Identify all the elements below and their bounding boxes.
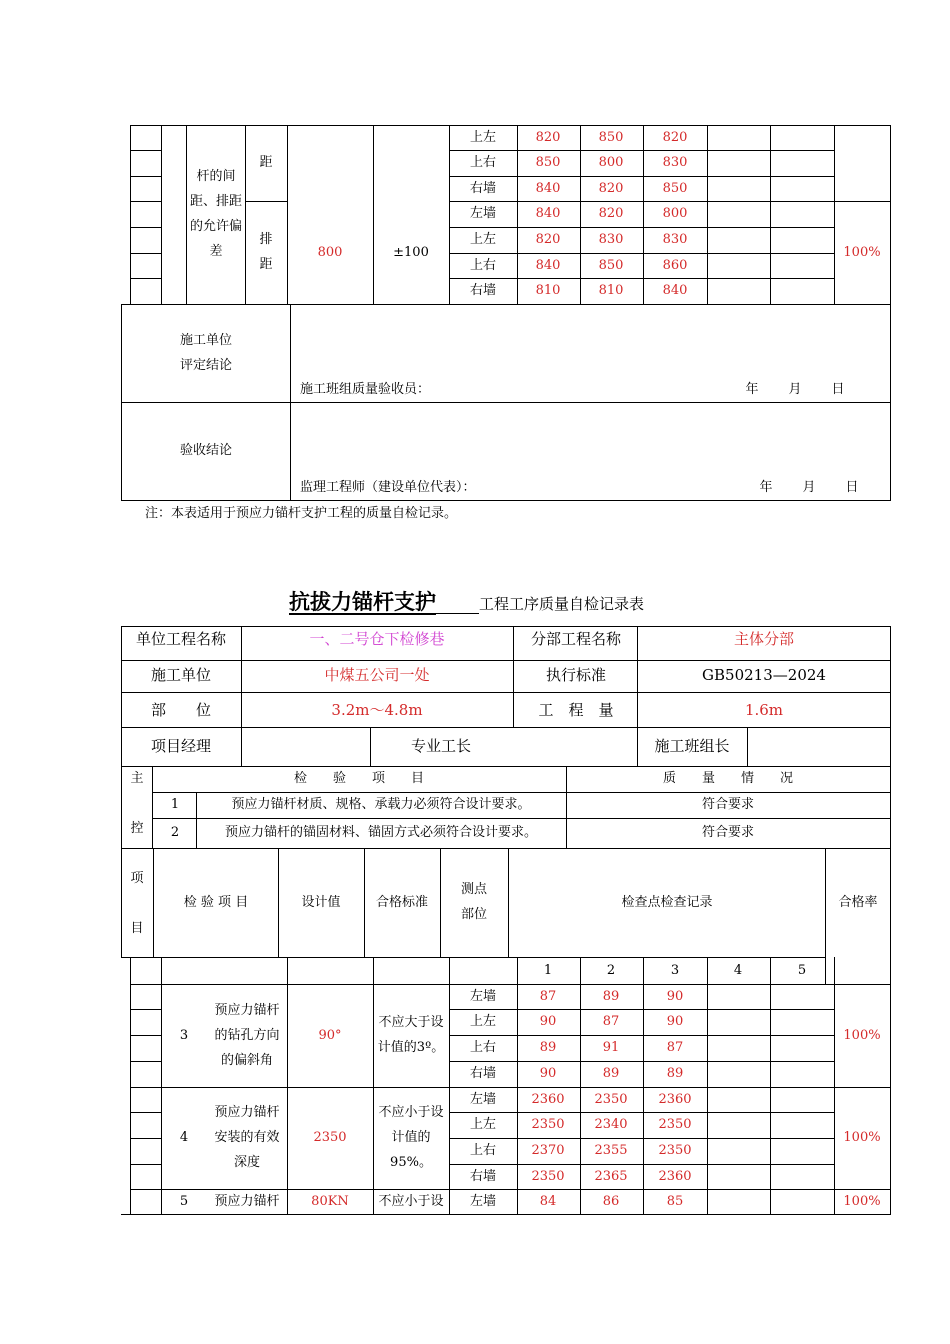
- item-name: 预应力锚杆: [214, 1105, 280, 1120]
- check-value: 90: [666, 1014, 684, 1030]
- check-value: 2350: [658, 1117, 692, 1133]
- title-main: 抗拔力锚杆支护: [289, 588, 436, 614]
- grid-line: [449, 1009, 835, 1010]
- check-value: 90: [539, 1014, 557, 1030]
- grid-line: [130, 253, 162, 254]
- point-number: 5: [797, 963, 807, 978]
- grid-line: [770, 957, 771, 1215]
- main-item-text: 预应力锚杆的锚固材料、锚固方式必须符合设计要求。: [224, 825, 538, 840]
- check-value: 850: [598, 129, 624, 145]
- grid-line: [161, 957, 162, 1215]
- grid-line: [449, 150, 835, 151]
- grid-line: [130, 1061, 162, 1062]
- standard-text: 计值的3º。: [377, 1040, 445, 1055]
- grid-line: [121, 500, 891, 501]
- check-value: 820: [662, 129, 688, 145]
- grid-line: [449, 957, 450, 1215]
- tolerance-value: ±100: [393, 245, 429, 260]
- grid-line: [245, 201, 288, 202]
- grid-line: [637, 727, 638, 767]
- check-value: 2355: [594, 1143, 628, 1158]
- standard-label: 执行标准: [545, 666, 607, 684]
- point-position: 右墙: [469, 180, 497, 196]
- check-value: 2370: [531, 1143, 565, 1158]
- check-value: 87: [539, 988, 557, 1004]
- item-name: 预应力锚杆: [214, 1193, 280, 1209]
- check-item-head: 检 验 项 目: [293, 771, 425, 786]
- team-leader-label: 施工班组长: [654, 737, 730, 755]
- grid-line: [130, 1035, 162, 1036]
- grid-line: [440, 848, 441, 958]
- grid-line: [130, 176, 162, 177]
- item-number: 1: [170, 797, 180, 812]
- item-label: 的允许偏: [189, 219, 243, 234]
- check-value: 89: [602, 988, 620, 1004]
- check-value: 860: [662, 257, 688, 273]
- supervisor-label: 监理工程师（建设单位代表）：: [300, 480, 476, 495]
- grid-line: [580, 125, 581, 305]
- check-value: 820: [598, 180, 624, 196]
- grid-line: [707, 125, 708, 305]
- check-value: 2350: [594, 1091, 628, 1107]
- item-name: 深度: [233, 1155, 261, 1170]
- item-label: 差: [209, 244, 223, 259]
- column-head-rate: 合格率: [838, 895, 878, 910]
- check-value: 2350: [531, 1168, 565, 1184]
- grid-line: [121, 660, 891, 661]
- grid-line: [373, 125, 374, 305]
- check-value: 830: [662, 232, 688, 247]
- grid-line: [161, 125, 162, 305]
- grid-line: [449, 253, 835, 254]
- point-position: 右墙: [469, 1065, 497, 1081]
- check-value: 85: [666, 1193, 684, 1209]
- column-head-point: 部位: [460, 907, 488, 922]
- grid-line: [152, 792, 891, 793]
- grid-line: [245, 125, 246, 305]
- check-value: 91: [602, 1040, 620, 1055]
- item-name: 的钻孔方向: [214, 1027, 280, 1043]
- check-value: 2360: [531, 1091, 565, 1107]
- check-value: 800: [662, 206, 688, 221]
- acceptance-label: 验收结论: [179, 443, 233, 458]
- check-value: 89: [602, 1065, 620, 1081]
- point-position: 上右: [469, 1143, 497, 1158]
- grid-line: [834, 201, 891, 202]
- grid-line: [566, 766, 567, 849]
- standard-text: 95%。: [390, 1155, 432, 1170]
- grid-line: [373, 957, 374, 1215]
- check-value: 810: [535, 283, 561, 298]
- note-text: 注：本表适用于预应力锚杆支护工程的质量自检记录。: [145, 506, 458, 521]
- grid-line: [580, 957, 581, 1215]
- month-label: 月: [788, 382, 802, 397]
- pass-rate: 100%: [843, 1193, 881, 1209]
- item-name: 预应力锚杆: [214, 1002, 280, 1018]
- check-value: 830: [598, 232, 624, 247]
- check-value: 850: [662, 180, 688, 196]
- grid-line: [707, 957, 708, 1215]
- grid-line: [121, 848, 891, 849]
- grid-line: [449, 176, 835, 177]
- year-label: 年: [745, 382, 759, 397]
- foreman-label: 专业工长: [410, 737, 472, 755]
- grid-line: [121, 304, 122, 501]
- point-position: 右墙: [469, 1168, 497, 1184]
- check-value: 850: [598, 257, 624, 273]
- sub-project-value: 主体分部: [733, 630, 795, 648]
- main-control-label: 主: [130, 771, 144, 786]
- main-control-label: 控: [130, 821, 144, 836]
- grid-line: [287, 957, 288, 1215]
- check-value: 820: [598, 206, 624, 221]
- main-control-label: 目: [130, 921, 144, 936]
- grid-line: [130, 125, 131, 305]
- check-value: 840: [535, 257, 561, 273]
- grid-line: [121, 727, 891, 728]
- main-item-result: 符合要求: [701, 797, 755, 812]
- grid-line: [834, 984, 891, 985]
- grid-line: [449, 1035, 835, 1036]
- check-value: 840: [662, 283, 688, 298]
- row-spacing-label: 排: [259, 232, 273, 247]
- grid-line: [130, 1189, 891, 1190]
- title-suffix: 工程工序质量自检记录表: [479, 594, 645, 613]
- point-position: 上左: [469, 129, 497, 145]
- grid-line: [449, 1112, 835, 1113]
- point-number: 2: [606, 963, 616, 978]
- design-value: 90°: [318, 1027, 342, 1043]
- grid-line: [834, 957, 835, 1215]
- item-label: 距、排距: [189, 194, 243, 209]
- row-spacing-label: 距: [259, 257, 273, 272]
- grid-line: [278, 848, 279, 958]
- grid-line: [449, 227, 835, 228]
- grid-line: [121, 1214, 891, 1215]
- grid-line: [449, 1138, 835, 1139]
- check-value: 89: [666, 1065, 684, 1081]
- grid-line: [121, 304, 891, 305]
- grid-line: [508, 848, 509, 958]
- company-value: 中煤五公司一处: [324, 666, 430, 684]
- check-value: 830: [662, 155, 688, 170]
- check-value: 2350: [531, 1117, 565, 1133]
- grid-line: [890, 304, 891, 501]
- grid-line: [449, 278, 835, 279]
- item-number: 4: [179, 1130, 189, 1145]
- grid-line: [370, 727, 371, 767]
- grid-line: [643, 125, 644, 305]
- grid-line: [825, 957, 826, 985]
- check-value: 840: [535, 180, 561, 196]
- unit-name-value: 一、二号仓下检修巷: [309, 630, 445, 648]
- check-value: 810: [598, 283, 624, 298]
- item-name: 的偏斜角: [220, 1052, 274, 1068]
- standard-value: GB50213—2024: [702, 666, 826, 684]
- company-label: 施工单位: [150, 666, 212, 684]
- unit-name-label: 单位工程名称: [135, 630, 227, 648]
- grid-line: [152, 766, 153, 849]
- main-item-text: 预应力锚杆材质、规格、承载力必须符合设计要求。: [231, 797, 531, 812]
- grid-line: [449, 125, 450, 305]
- check-value: 87: [666, 1040, 684, 1055]
- check-value: 840: [535, 206, 561, 221]
- grid-line: [130, 984, 162, 985]
- grid-line: [121, 626, 891, 627]
- check-value: 87: [602, 1014, 620, 1030]
- check-value: 2360: [658, 1091, 692, 1107]
- year-label: 年: [759, 480, 773, 495]
- check-value: 2360: [658, 1168, 692, 1184]
- grid-line: [130, 150, 162, 151]
- grid-line: [517, 125, 518, 305]
- point-position: 上左: [469, 1014, 497, 1030]
- grid-line: [834, 125, 835, 305]
- grid-line: [121, 766, 891, 767]
- point-number: 3: [670, 963, 680, 978]
- month-label: 月: [802, 480, 816, 495]
- item-label: 杆的间: [196, 169, 236, 184]
- grid-line: [643, 957, 644, 1215]
- standard-text: 不应大于设: [378, 1015, 444, 1030]
- pass-rate: 100%: [843, 1027, 881, 1043]
- grid-line: [121, 692, 891, 693]
- conclusion-label: 施工单位: [179, 333, 233, 348]
- quality-head: 质 量 情 况: [662, 771, 794, 786]
- check-value: 90: [539, 1065, 557, 1081]
- column-head-design: 设计值: [301, 895, 341, 910]
- check-value: 800: [598, 155, 624, 170]
- standard-text: 计值的: [391, 1130, 431, 1145]
- check-value: 2350: [658, 1143, 692, 1158]
- check-value: 820: [535, 232, 561, 247]
- grid-line: [517, 957, 518, 1215]
- check-value: 850: [535, 155, 561, 170]
- design-value: 80KN: [311, 1193, 349, 1209]
- grid-line: [121, 957, 826, 958]
- point-position: 左墙: [469, 1193, 497, 1209]
- pass-rate: 100%: [843, 245, 881, 260]
- grid-line: [121, 402, 891, 403]
- grid-line: [130, 1164, 162, 1165]
- check-value: 84: [539, 1193, 557, 1209]
- day-label: 日: [845, 480, 859, 495]
- grid-line: [513, 626, 514, 728]
- column-head-item: 检 验 项 目: [183, 895, 249, 910]
- design-value: 2350: [313, 1130, 347, 1145]
- grid-line: [290, 304, 291, 501]
- check-value: 86: [602, 1193, 620, 1209]
- standard-text: 不应小于设: [378, 1105, 444, 1120]
- check-value: 2340: [594, 1117, 628, 1133]
- grid-line: [449, 984, 835, 985]
- quantity-value: 1.6m: [744, 701, 784, 719]
- check-value: 89: [539, 1040, 557, 1055]
- check-value: 2365: [594, 1168, 628, 1184]
- location-label: 部 位: [150, 701, 212, 719]
- quantity-label: 工 程 量: [538, 701, 614, 719]
- grid-line: [890, 848, 891, 985]
- column-head-record: 检查点检查记录: [621, 895, 713, 910]
- project-manager-label: 项目经理: [150, 737, 212, 755]
- main-control-label: 项: [130, 871, 144, 886]
- grid-line: [152, 818, 891, 819]
- standard-text: 不应小于设: [378, 1193, 444, 1209]
- grid-line: [637, 626, 638, 728]
- sub-project-label: 分部工程名称: [530, 630, 622, 648]
- design-value: 800: [317, 245, 343, 260]
- day-label: 日: [831, 382, 845, 397]
- spacing-label: 距: [259, 155, 273, 170]
- grid-line: [130, 278, 162, 279]
- point-position: 上右: [469, 155, 497, 170]
- grid-line: [196, 792, 197, 849]
- grid-line: [130, 1009, 162, 1010]
- point-position: 左墙: [469, 988, 497, 1004]
- grid-line: [130, 1112, 162, 1113]
- grid-line: [449, 1061, 835, 1062]
- grid-line: [130, 201, 162, 202]
- grid-line: [289, 613, 479, 614]
- grid-line: [130, 957, 131, 1215]
- point-position: 左墙: [469, 206, 497, 221]
- check-value: 90: [666, 988, 684, 1004]
- item-name: 安装的有效: [214, 1130, 280, 1145]
- main-item-result: 符合要求: [701, 825, 755, 840]
- point-position: 左墙: [469, 1091, 497, 1107]
- item-number: 2: [170, 825, 180, 840]
- point-number: 1: [543, 963, 553, 978]
- item-number: 5: [179, 1193, 189, 1209]
- point-position: 上右: [469, 1040, 497, 1055]
- conclusion-label: 评定结论: [179, 358, 233, 373]
- point-position: 右墙: [469, 283, 497, 298]
- location-value: 3.2m～4.8m: [331, 701, 423, 719]
- check-value: 820: [535, 129, 561, 145]
- grid-line: [241, 626, 242, 767]
- grid-line: [121, 626, 122, 958]
- grid-line: [747, 727, 748, 767]
- inspector-label: 施工班组质量验收员：: [300, 382, 431, 397]
- grid-line: [449, 201, 835, 202]
- grid-line: [364, 848, 365, 958]
- grid-line: [770, 125, 771, 305]
- column-head-standard: 合格标准: [375, 895, 429, 910]
- pass-rate: 100%: [843, 1130, 881, 1145]
- item-number: 3: [179, 1027, 189, 1043]
- grid-line: [130, 227, 162, 228]
- grid-line: [825, 848, 826, 958]
- grid-line: [287, 125, 288, 305]
- grid-line: [890, 125, 891, 305]
- point-position: 上左: [469, 1117, 497, 1133]
- grid-line: [449, 1164, 835, 1165]
- column-head-point: 测点: [460, 882, 488, 897]
- grid-line: [130, 1138, 162, 1139]
- point-position: 上左: [469, 232, 497, 247]
- grid-line: [890, 984, 891, 1215]
- point-position: 上右: [469, 257, 497, 273]
- point-number: 4: [733, 963, 743, 978]
- grid-line: [130, 1087, 891, 1088]
- grid-line: [186, 125, 187, 305]
- grid-line: [153, 848, 154, 958]
